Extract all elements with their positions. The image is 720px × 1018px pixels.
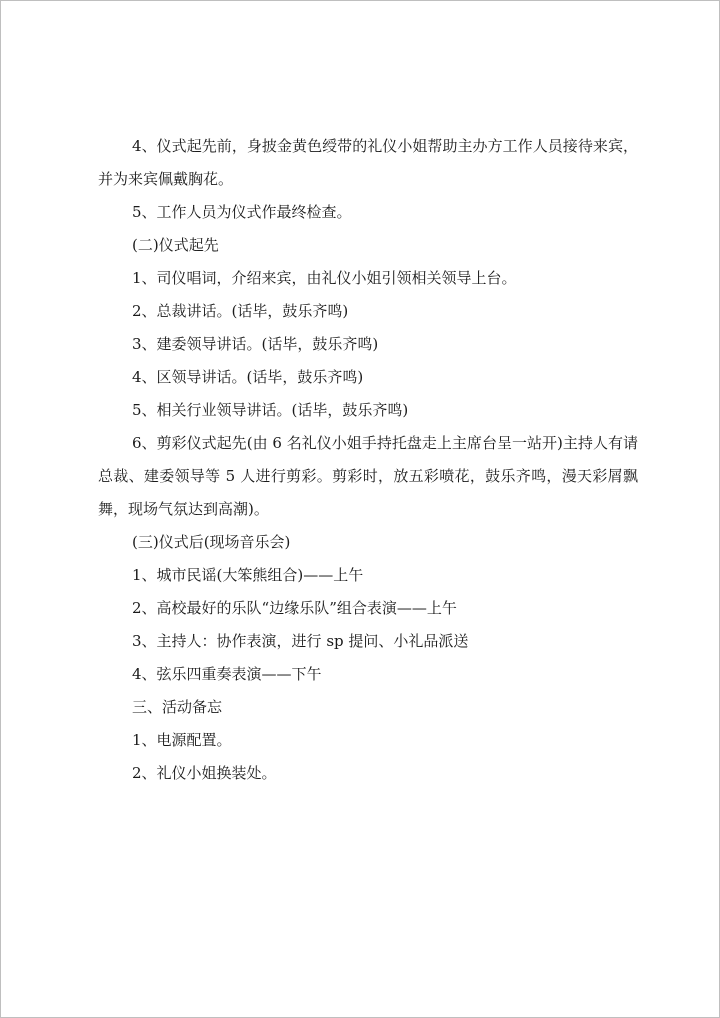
paragraph-start-step-5: 5、相关行业领导讲话。(话毕，鼓乐齐鸣) — [132, 401, 409, 419]
paragraph-start-step-2: 2、总裁讲话。(话毕，鼓乐齐鸣) — [132, 302, 349, 320]
paragraph-ceremony-step-5: 5、工作人员为仪式作最终检查。 — [132, 203, 352, 221]
paragraph-after-step-4: 4、弦乐四重奏表演——下午 — [132, 665, 322, 683]
section-heading-ceremony-start: (二)仪式起先 — [132, 236, 219, 254]
paragraph-start-step-1: 1、司仪唱词，介绍来宾，由礼仪小姐引领相关领导上台。 — [132, 269, 517, 287]
paragraph-after-step-1: 1、城市民谣(大笨熊组合)——上午 — [132, 566, 364, 584]
paragraph-after-step-3: 3、主持人：协作表演，进行 sp 提问、小礼品派送 — [132, 632, 469, 650]
section-heading-after-ceremony: (三)仪式后(现场音乐会) — [132, 533, 291, 551]
document-body — [98, 130, 638, 790]
section-heading-memo: 三、活动备忘 — [132, 698, 223, 716]
paragraph-ceremony-step-4: 4、仪式起先前，身披金黄色绶带的礼仪小姐帮助主办方工作人员接待来宾，并为来宾佩戴胸花。 — [98, 137, 638, 188]
paragraph-start-step-3: 3、建委领导讲话。(话毕，鼓乐齐鸣) — [132, 335, 379, 353]
paragraph-memo-step-1: 1、电源配置。 — [132, 731, 232, 749]
paragraph-memo-step-2: 2、礼仪小姐换装处。 — [132, 764, 277, 782]
paragraph-after-step-2: 2、高校最好的乐队“边缘乐队”组合表演——上午 — [132, 599, 457, 617]
paragraph-start-step-4: 4、区领导讲话。(话毕，鼓乐齐鸣) — [132, 368, 364, 386]
paragraph-start-step-6: 6、剪彩仪式起先(由 6 名礼仪小姐手持托盘走上主席台呈一站开)主持人有请总裁、建委领导等 5 人进行剪彩。剪彩时，放五彩喷花，鼓乐齐鸣，漫天彩屑飘舞，现场气氛达到高潮)。 — [98, 434, 638, 518]
